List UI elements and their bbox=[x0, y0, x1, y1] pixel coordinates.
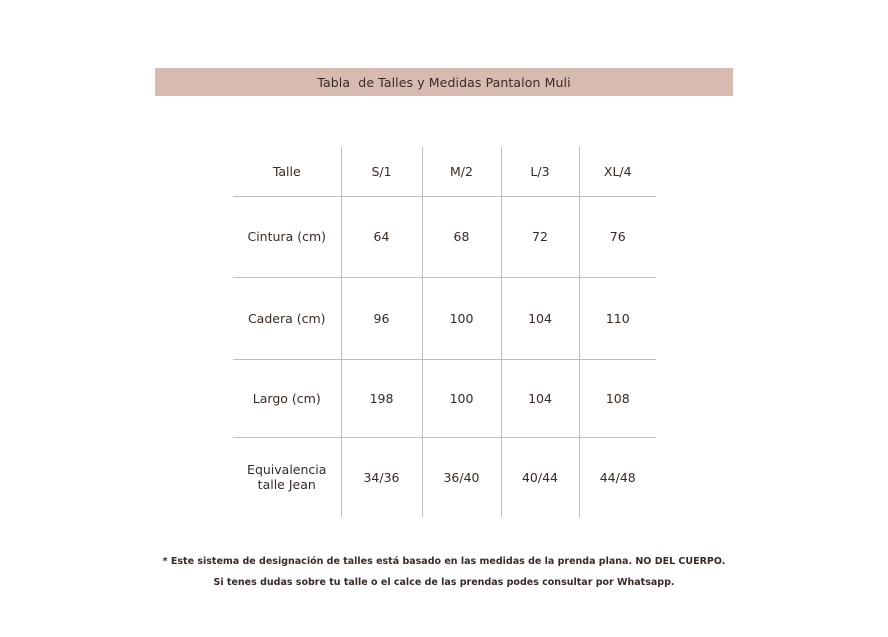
header-cell-size: XL/4 bbox=[579, 147, 656, 196]
page-title: Tabla de Talles y Medidas Pantalon Muli bbox=[317, 74, 571, 90]
table-cell: 104 bbox=[501, 359, 579, 437]
table-cell: 40/44 bbox=[501, 437, 579, 517]
table-cell: 76 bbox=[579, 196, 656, 277]
table-row-largo bbox=[233, 359, 656, 437]
table-cell: 198 bbox=[341, 359, 422, 437]
table-cell: 100 bbox=[422, 359, 501, 437]
table-cell: 100 bbox=[422, 277, 501, 359]
table-cell: 104 bbox=[501, 277, 579, 359]
header-cell-size: M/2 bbox=[422, 147, 501, 196]
table-cell: 108 bbox=[579, 359, 656, 437]
row-label: Cadera (cm) bbox=[233, 277, 341, 359]
footnote-whatsapp-contact: Si tenes dudas sobre tu talle o el calce de las prendas podes consultar por Whatsapp. bbox=[213, 577, 675, 588]
header-cell-size: L/3 bbox=[501, 147, 579, 196]
header-cell-talle: Talle bbox=[272, 163, 301, 179]
table-header-row bbox=[233, 147, 656, 196]
table-row-equivalencia bbox=[233, 437, 656, 517]
table-cell: 64 bbox=[341, 196, 422, 277]
table-cell: 36/40 bbox=[422, 437, 501, 517]
table-cell: 68 bbox=[422, 196, 501, 277]
table-cell: 110 bbox=[579, 277, 656, 359]
table-cell: 96 bbox=[341, 277, 422, 359]
table-row-cadera bbox=[233, 277, 656, 359]
header-cell-size: S/1 bbox=[341, 147, 422, 196]
row-label: Cintura (cm) bbox=[233, 196, 341, 277]
row-label: Largo (cm) bbox=[233, 359, 341, 437]
footnote-measurement-basis: * Este sistema de designación de talles está basado en las medidas de la prenda plana. NO DEL CUERPO. bbox=[162, 556, 726, 567]
row-label: Equivalencia talle Jean bbox=[233, 437, 341, 517]
size-table bbox=[233, 147, 656, 517]
table-row-cintura bbox=[233, 196, 656, 277]
table-cell: 72 bbox=[501, 196, 579, 277]
title-bar bbox=[155, 68, 733, 96]
table-cell: 44/48 bbox=[579, 437, 656, 517]
table-cell: 34/36 bbox=[341, 437, 422, 517]
